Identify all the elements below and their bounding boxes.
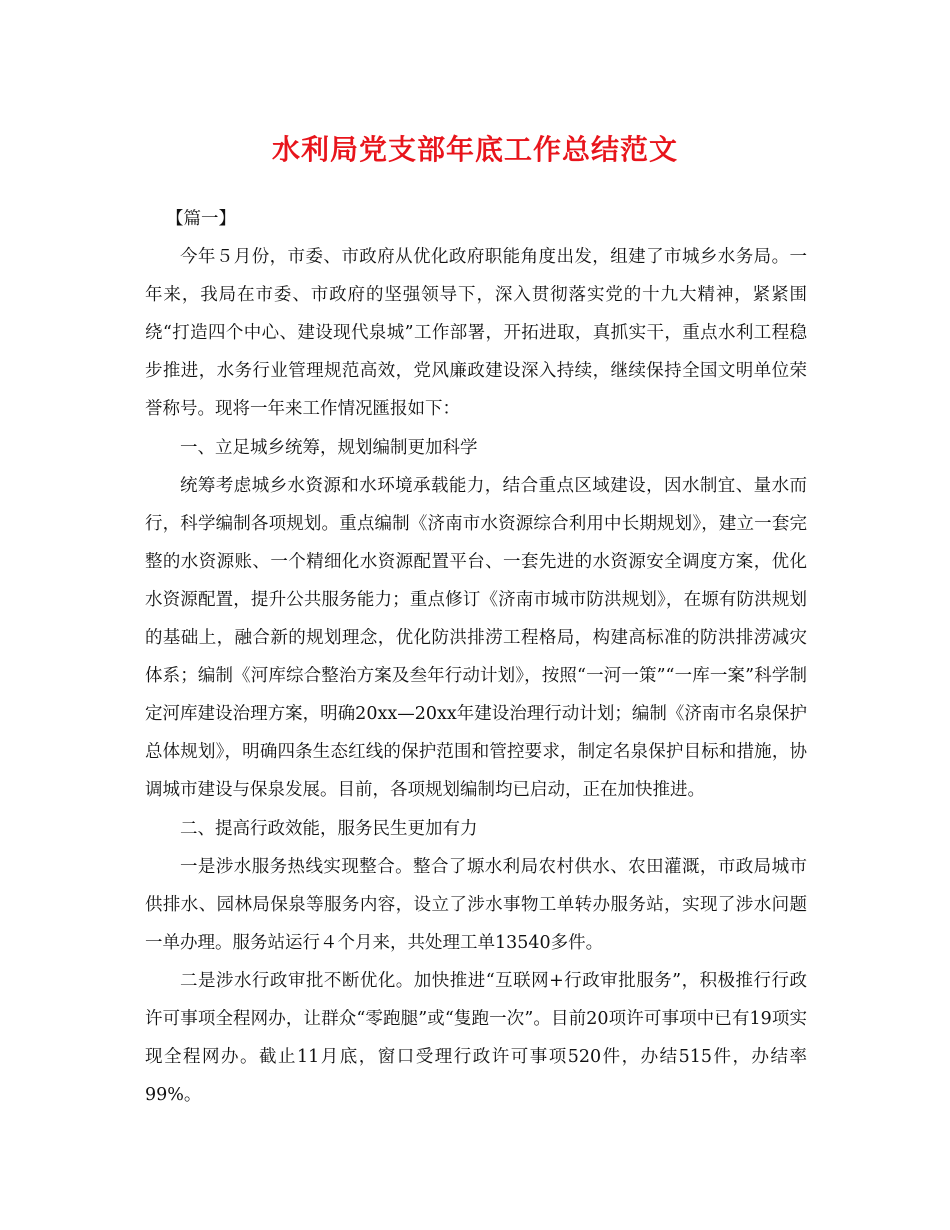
section-heading: 二、提高行政效能，服务民生更加有力 <box>180 818 478 839</box>
document-title: 水利局党支部年底工作总结范文 <box>271 133 678 166</box>
section-tag: 【篇一】 <box>166 209 236 229</box>
paragraph: 统筹考虑城乡水资源和水环境承载能力，结合重点区域建设，因水制宜、量水而行，科学编制各项规划。重点编制《济南市水资源综合利用中长期规划》，建立一套完整的水资源账、一个精细化水资源配置平台、一套先进的水资源安全调度方案，优化水资源配置，提升公共服务能力；重点修订《济南市城市防洪规划》，在塬有防洪规划的基础上，融合新的规划理念，优化防洪排涝工程格局，构建高标准的防洪排涝减灾体系；编制《河库综合整治方案及叁年行动计划》，按照“一河一策”“一库一案”科学制定河库建设治理方案，明确20xx—20xx年建设治理行动计划；编制《济南市名泉保护总体规划》，明确四条生态红线的保护范围和管控要求，制定名泉保护目标和措施，协调城市建设与保泉发展。目前，各项规划编制均已启动，正在加快推进。 <box>145 475 807 801</box>
document-body <box>145 200 807 1114</box>
paragraph: 今年５月份，市委、市政府从优化政府职能角度出发，组建了市城乡水务局。一年来，我局在市委、市政府的坚强领导下，深入贯彻落实党的十九大精神，紧紧围绕“打造四个中心、建设现代泉城”工作部署，开拓进取，真抓实干，重点水利工程稳步推进，水务行业管理规范高效，党风廉政建设深入持续，继续保持全国文明单位荣誉称号。现将一年来工作情况匯报如下： <box>145 247 807 420</box>
paragraph: 二是涉水行政审批不断优化。加快推进“互联网+行政审批服务”，积极推行行政许可事项全程网办，让群众“零跑腿”或“隻跑一次”。目前20项许可事项中已有19项实现全程网办。截止11月底，窗口受理行政许可事项520件，办结515件，办结率99%。 <box>145 970 807 1106</box>
paragraph: 一是涉水服务热线实现整合。整合了塬水利局农村供水、农田灌溉，市政局城市供排水、园林局保泉等服务内容，设立了涉水事物工单转办服务站，实现了涉水问题一单办理。服务站运行４个月来，共处理工单13540多件。 <box>145 856 807 953</box>
section-heading: 一、立足城乡统筹，规划编制更加科学 <box>180 437 478 458</box>
